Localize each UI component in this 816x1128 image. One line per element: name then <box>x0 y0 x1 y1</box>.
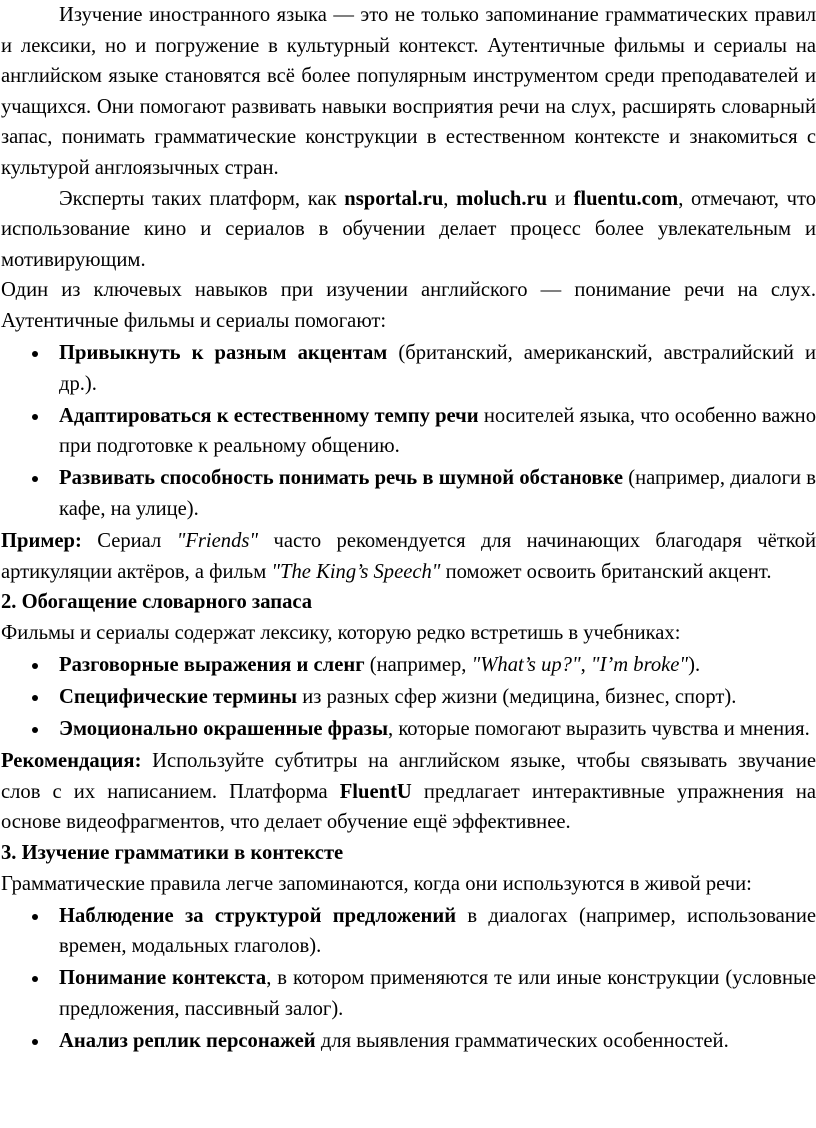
listening-list <box>1 338 816 525</box>
list-item <box>1 714 816 745</box>
example-text-c: поможет освоить британский акцент. <box>440 560 772 583</box>
list-item <box>1 401 816 462</box>
list-item-text: из разных сфер жизни (медицина, бизнес, спорт). <box>297 686 737 709</box>
example-paragraph <box>1 526 816 587</box>
grammar-list <box>1 901 816 1057</box>
quote-whats-up: "What’s up?" <box>471 653 581 676</box>
experts-text-b: , <box>443 187 457 210</box>
list-item-bold: Специфические термины <box>59 686 298 709</box>
example-title-kings-speech: "The King’s Speech" <box>271 560 441 583</box>
recommendation-label: Рекомендация: <box>1 750 142 773</box>
site-link-moluch: moluch.ru <box>456 187 548 210</box>
list-item-text: ). <box>688 653 701 676</box>
experts-paragraph <box>1 184 816 276</box>
list-item-bold: Привыкнуть к разным акцентам <box>59 342 388 365</box>
site-link-nsportal: nsportal.ru <box>344 187 444 210</box>
list-item <box>1 682 816 713</box>
list-item-text: , <box>580 653 591 676</box>
intro-paragraph: Изучение иностранного языка — это не только запоминание грамматических правил и лексики, но и погружение в культурный контекст. Аутентичные фильмы и сериалы на английском языке становятся всё более популярным инструментом среди преподавателей и учащихся. Они помогают развивать навыки восприятия речи на слух, расширять словарный запас, понимать грамматические конструкции в естественном контексте и знакомиться с культурой англоязычных стран. <box>1 4 816 179</box>
list-item-text: для выявления грамматических особенностей. <box>315 1030 729 1053</box>
vocabulary-list <box>1 650 816 745</box>
list-item-text: носителей языка, что особенно важно при подготовке к реальному общению. <box>59 404 816 458</box>
section-heading-grammar: 3. Изучение грамматики в контексте <box>1 842 344 865</box>
list-item <box>1 338 816 399</box>
list-item-text: (британский, американский, австралийский и др.). <box>59 342 816 395</box>
experts-text-a: Эксперты таких платформ, как <box>59 187 345 210</box>
list-item <box>1 463 816 524</box>
quote-im-broke: "I’m broke" <box>590 653 689 676</box>
example-text-a: Сериал <box>81 530 177 553</box>
list-item-bold: Разговорные выражения и сленг <box>59 653 365 676</box>
list-item <box>1 1026 816 1057</box>
list-item <box>1 963 816 1024</box>
list-item-text: , в котором применяются те или иные конструкции (условные предложения, пассивный залог). <box>59 967 816 1020</box>
list-item <box>1 650 816 681</box>
list-item-text: , которые помогают выразить чувства и мнения. <box>388 718 810 741</box>
recommendation-text-a: Используйте субтитры на английском языке, чтобы связывать звучание слов с их написанием. Платформа <box>1 750 816 803</box>
example-label: Пример: <box>1 530 82 553</box>
list-item-bold: Эмоционально окрашенные фразы <box>59 718 389 741</box>
list-item-text: (например, <box>364 653 472 676</box>
grammar-paragraph: Грамматические правила легче запоминаются, когда они используются в живой речи: <box>1 872 752 895</box>
list-item-bold: Развивать способность понимать речь в шумной обстановке <box>59 467 624 490</box>
list-item-bold: Анализ реплик персонажей <box>59 1030 316 1053</box>
example-text-b: часто рекомендуется для начинающих благодаря чёткой артикуляции актёров, а фильм <box>1 530 816 583</box>
recommendation-text-b: предлагает интерактивные упражнения на основе видеофрагментов, что делает обучение ещё эффективнее. <box>1 780 816 834</box>
experts-text-c: и <box>547 187 574 210</box>
list-item-bold: Понимание контекста <box>59 967 267 990</box>
list-item-bold: Наблюдение за структурой предложений <box>59 904 457 927</box>
listening-paragraph: Один из ключевых навыков при изучении английского — понимание речи на слух. Аутентичные фильмы и сериалы помогают: <box>1 279 816 332</box>
section-heading-vocabulary: 2. Обогащение словарного запаса <box>1 591 313 614</box>
list-item-text: (например, диалоги в кафе, на улице). <box>59 467 816 520</box>
brand-fluentu: FluentU <box>339 780 412 803</box>
list-item-bold: Адаптироваться к естественному темпу речи <box>59 404 479 427</box>
experts-text-d: , отмечают, что использование кино и сериалов в обучении делает процесс более увлекательным и мотивирующим. <box>1 187 816 271</box>
site-link-fluentu: fluentu.com <box>573 187 679 210</box>
list-item <box>1 901 816 962</box>
recommendation-paragraph <box>1 746 816 838</box>
example-title-friends: "Friends" <box>176 530 259 553</box>
list-item-text: в диалогах (например, использование времен, модальных глаголов). <box>59 904 816 958</box>
vocabulary-paragraph: Фильмы и сериалы содержат лексику, которую редко встретишь в учебниках: <box>1 621 681 644</box>
